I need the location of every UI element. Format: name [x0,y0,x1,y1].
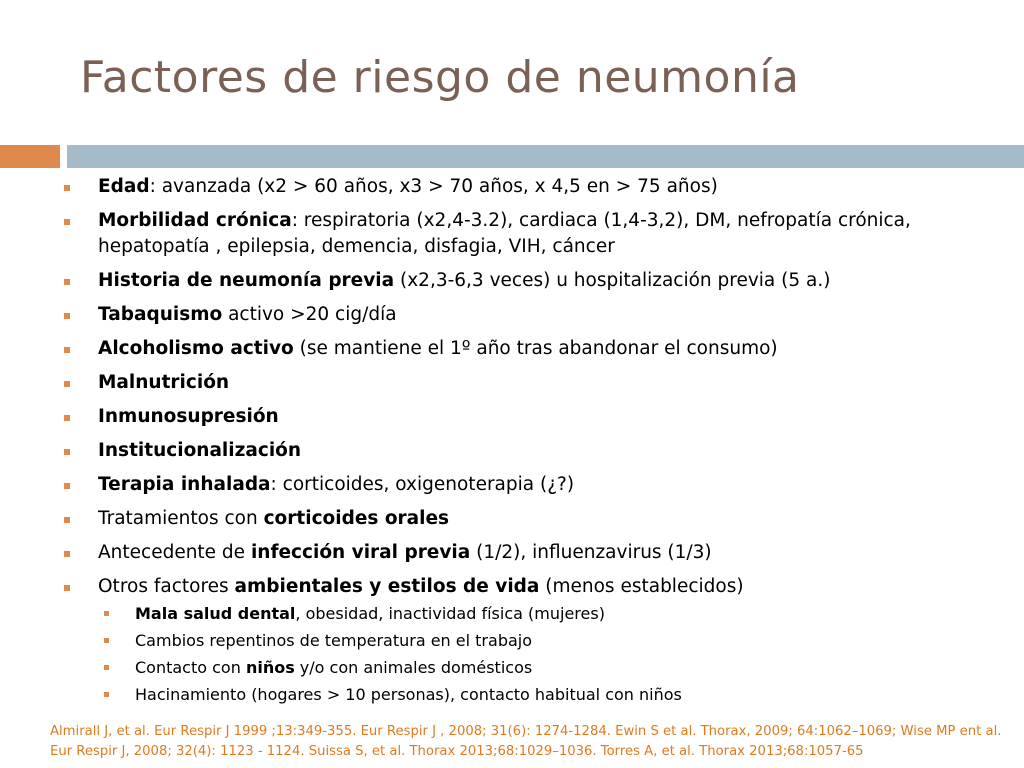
bullet-icon [64,483,70,489]
list-item: Institucionalización [98,440,302,461]
list-item: Edad: avanzada (x2 > 60 años, x3 > 70 años, x 4,5 en > 75 años) [98,176,718,197]
bullet-icon [64,415,70,421]
sub-list-item: Mala salud dental, obesidad, inactividad física (mujeres) [135,604,605,623]
list-item: Tratamientos con corticoides orales [98,508,450,529]
bullet-icon [64,551,70,557]
bullet-icon [64,185,70,191]
references-text: Almirall J, et al. Eur Respir J 1999 ;13:349-355. Eur Respir J , 2008; 31(6): 1274-1284. Ewin S et al. Thorax, 2009; 64:1062–1069; Wise MP ent al. Eur Respir J, 2008; 32(4): 1123 - 1124. Suissa S, et al. Thorax 2013;68:1029–1036. Torres A, et al. Thorax 2013;68:1057-65 [50,724,1002,759]
bullet-icon [64,449,70,455]
bullet-icon [64,347,70,353]
list-item: Terapia inhalada: corticoides, oxigenoterapia (¿?) [98,474,575,495]
sub-bullet-icon [104,611,109,616]
sub-bullet-icon [104,692,109,697]
list-item: Tabaquismo activo >20 cig/día [98,304,397,325]
list-item: Alcoholismo activo (se mantiene el 1º año tras abandonar el consumo) [98,338,778,359]
sub-list-item: Cambios repentinos de temperatura en el trabajo [135,631,533,650]
list-item: Morbilidad crónica: respiratoria (x2,4-3.2), cardiaca (1,4-3,2), DM, nefropatía crónica, hepatopatía , epilepsia, demencia, disfagia, VIH, cáncer [98,210,911,257]
bullet-icon [64,381,70,387]
bullet-icon [64,313,70,319]
list-item: Inmunosupresión [98,406,279,427]
slide-title: Factores de riesgo de neumonía [80,52,800,103]
list-item: Historia de neumonía previa (x2,3-6,3 veces) u hospitalización previa (5 a.) [98,270,831,291]
bullet-icon [64,585,70,591]
bullet-icon [64,517,70,523]
list-item: Malnutrición [98,372,230,393]
bullet-icon [64,279,70,285]
list-item: Otros factores ambientales y estilos de vida (menos establecidos) [98,576,744,597]
sub-list-item: Hacinamiento (hogares > 10 personas), contacto habitual con niños [135,685,682,704]
list-item: Antecedente de infección viral previa (1/2), influenzavirus (1/3) [98,542,712,563]
sub-bullet-icon [104,665,109,670]
sub-list-item: Contacto con niños y/o con animales domésticos [135,658,533,677]
sub-bullet-icon [104,638,109,643]
bullet-icon [64,219,70,225]
